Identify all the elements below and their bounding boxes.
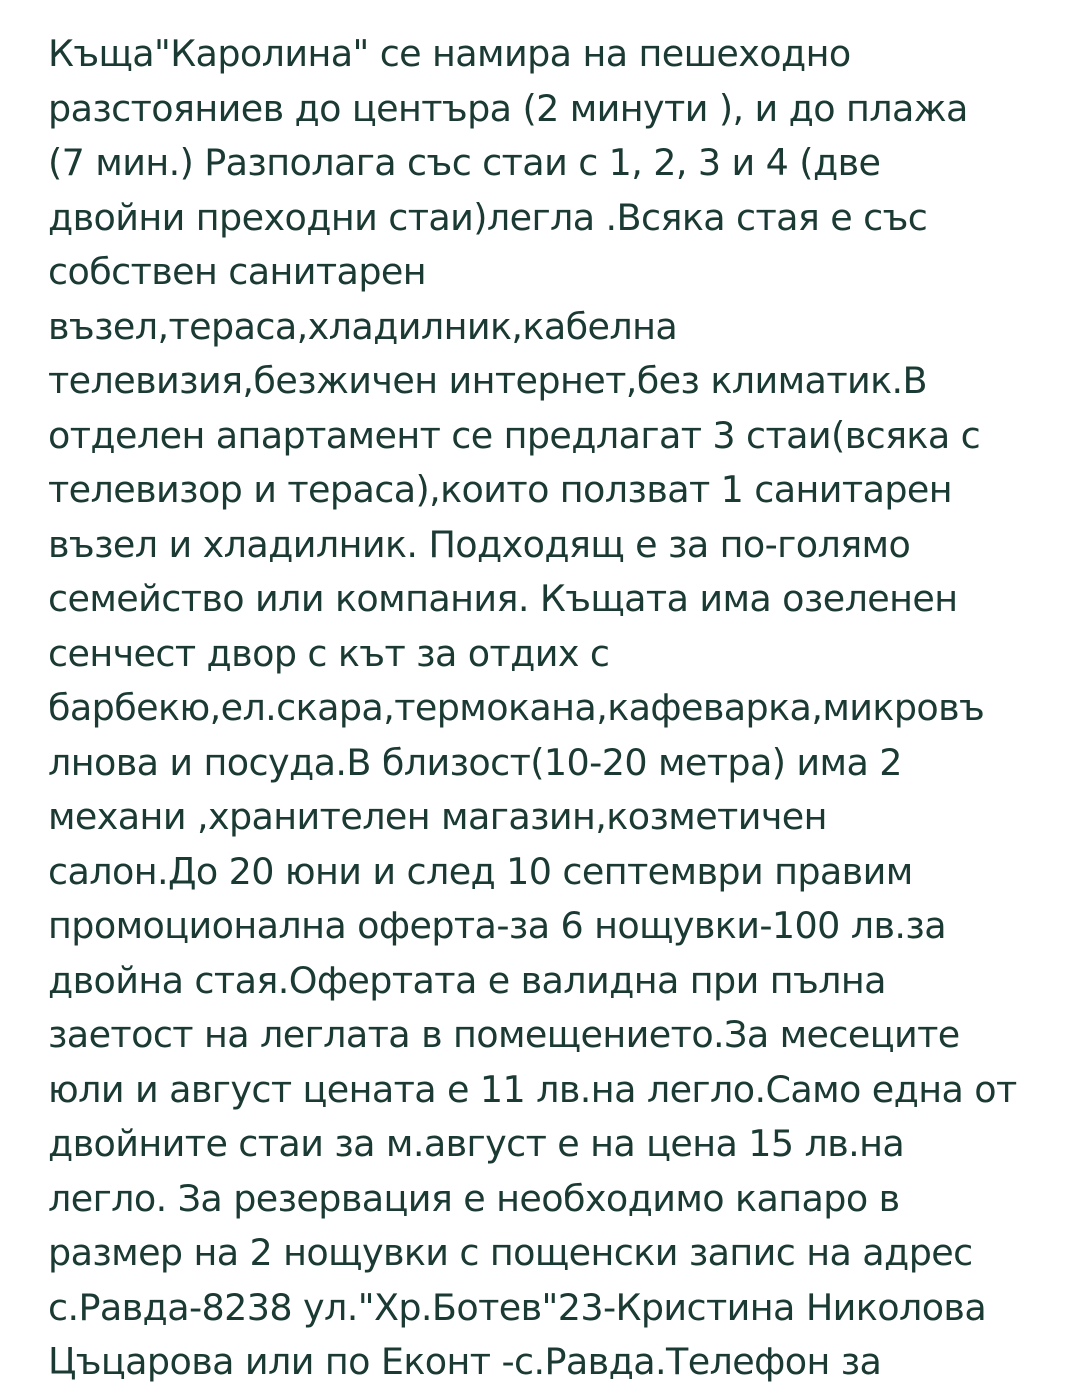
description-line: заетост на леглата в помещението.За месеците bbox=[48, 1013, 960, 1056]
description-line: лнова и посуда.В близост(10-20 метра) има 2 bbox=[48, 740, 902, 784]
description-line: юли и август цената е 11 лв.на легло.Само една от bbox=[48, 1067, 1017, 1111]
description-line: телевизор и тераса),които ползват 1 санитарен bbox=[48, 468, 953, 511]
listing-description bbox=[48, 27, 1058, 1390]
description-line: разстояниев до центъра (2 минути ), и до плажа bbox=[48, 86, 968, 130]
description-line: двойните стаи за м.август е на цена 15 лв.на bbox=[48, 1122, 905, 1165]
description-line: Цъцарова или по Еконт -с.Равда.Телефон за bbox=[48, 1340, 882, 1383]
description-line: (7 мин.) Разполага със стаи с 1, 2, 3 и 4 (две bbox=[48, 141, 881, 184]
description-line: с.Равда-8238 ул."Хр.Ботев"23-Кристина Николова bbox=[48, 1285, 987, 1329]
description-line: двойни преходни стаи)легла .Всяка стая е със bbox=[48, 195, 928, 239]
description-line: механи ,хранителен магазин,козметичен bbox=[48, 795, 827, 838]
description-line: двойна стая.Офертата е валидна при пълна bbox=[48, 958, 886, 1002]
description-line: барбекю,ел.скара,термокана,кафеварка,микровъ bbox=[48, 686, 985, 729]
description-line: възел и хладилник. Подходящ е за по-голямо bbox=[48, 522, 911, 566]
description-line: промоционална оферта-за 6 нощувки-100 лв.за bbox=[48, 904, 946, 947]
description-line: собствен санитарен bbox=[48, 250, 427, 293]
description-line: отделен апартамент се предлагат 3 стаи(всяка с bbox=[48, 413, 981, 457]
description-line: Къща"Каролина" се намира на пешеходно bbox=[48, 32, 851, 75]
description-line: легло. За резервация е необходимо капаро в bbox=[48, 1176, 900, 1220]
description-line: размер на 2 нощувки с пощенски запис на адрес bbox=[48, 1231, 973, 1274]
description-line: салон.До 20 юни и след 10 септември правим bbox=[48, 849, 913, 893]
description-line: телевизия,безжичен интернет,без климатик.В bbox=[48, 359, 927, 402]
description-line: сенчест двор с кът за отдих с bbox=[48, 631, 610, 675]
description-line: възел,тераса,хладилник,кабелна bbox=[48, 304, 678, 348]
description-line: семейство или компания. Къщата има озеленен bbox=[48, 577, 958, 620]
